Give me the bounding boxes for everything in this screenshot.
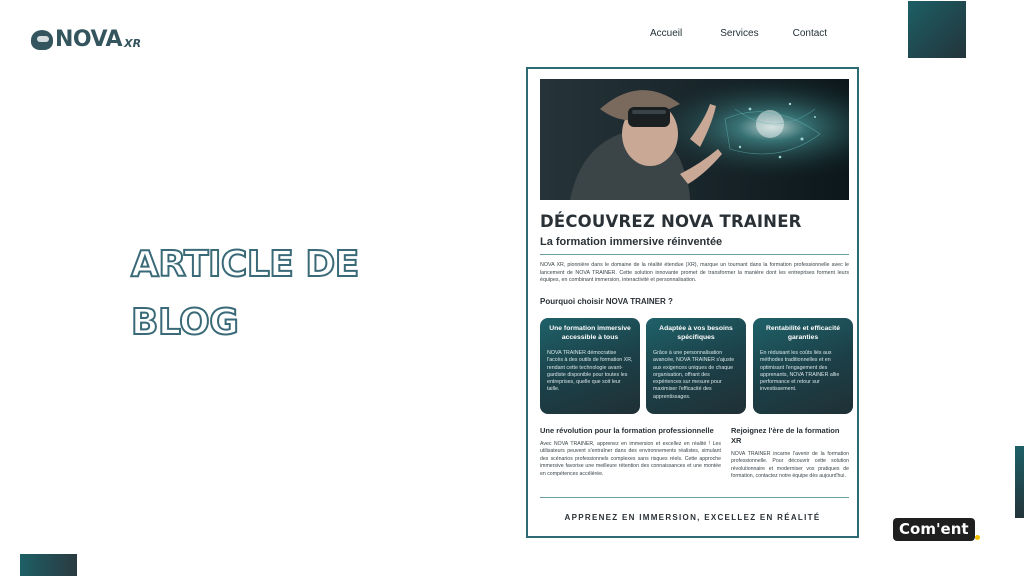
nav-item-accueil[interactable]: Accueil [650,28,683,39]
divider [540,254,849,255]
feature-card-accessible [540,318,640,414]
article-hero-photo [540,79,849,200]
logo-suffix: XR [124,37,142,50]
vr-headset-icon [31,30,53,50]
section-body: NOVA TRAINER incarne l'avenir de la formation professionnelle. Pour découvrir cette solution révolutionnaire et moderniser vos pratiques de formation, contactez notre équipe dès aujourd'hui. [731,451,849,480]
feature-card-body: Grâce à une personnalisation avancée, NOVA TRAINER s'ajuste aux exigences uniques de chaque organisation, offrant des expériences sur mesure pour maximiser l'efficacité des apprentissages. [653,350,735,400]
section-body: Avec NOVA TRAINER, apprenez en immersion et excellez en réalité ! Les utilisateurs peuvent s'entraîner dans des environnements réalistes, simulant des scénarios professionnels complexes sans risques réels. Cette approche immersive favorise une meilleure rétention des connaissances et une montée en compétences accélérée. [540,441,721,477]
badge-dot-icon [975,535,980,540]
nav-item-services[interactable]: Services [720,28,759,39]
section-title: Rejoignez l'ère de la formation XR [731,426,840,445]
badge-text: Com'ent [899,520,969,538]
feature-card-body: NOVA TRAINER démocratise l'accès à des outils de formation XR, rendant cette technologie avant-gardiste disponible pour toutes les entreprises, quelle que soit leur taille. [547,350,633,393]
feature-card-body: En réduisant les coûts liés aux méthodes traditionnelles et en optimisant l'engagement des apprenants, NOVA TRAINER allie performance et retour sur investissement. [760,350,840,393]
comfent-badge[interactable] [893,518,975,541]
decorative-bar-bottom-left [20,554,77,576]
decorative-square-top-right [908,1,966,58]
decorative-bar-right [1015,446,1024,518]
feature-card-title: Une formation immersive accessible à tous [549,325,631,341]
article-tagline: APPRENEZ EN IMMERSION, EXCELLEZ EN RÉALITÉ [564,513,821,522]
feature-card-profitability [753,318,853,414]
logo-wordmark: NOVA [55,27,123,52]
why-heading: Pourquoi choisir NOVA TRAINER ? [540,297,673,306]
article-intro: NOVA XR, pionnière dans le domaine de la réalité étendue (XR), marque un tournant dans la formation professionnelle avec le lancement de NOVA TRAINER. Cette solution innovante promet de transformer la manière dont les entreprises forment leurs équipes, en combinant immersion, interactivité et personnalisation. [540,262,849,283]
article-subtitle: La formation immersive réinventée [540,236,723,248]
hero-line-2: BLOG [131,302,239,343]
section-join [731,426,849,481]
section-revolution [540,426,721,478]
feature-card-title: Rentabilité et efficacité garanties [765,325,841,341]
hero-line-1: ARTICLE DE [131,244,359,285]
blog-article-card [526,67,859,538]
divider [540,497,849,498]
nova-xr-logo[interactable] [31,27,142,52]
section-title: Une révolution pour la formation professionnelle [540,426,714,435]
feature-card-title: Adaptée à vos besoins spécifiques [659,325,733,341]
main-nav [650,28,827,39]
vr-user-illustration [540,79,849,200]
feature-card-adapted [646,318,746,414]
nav-item-contact[interactable]: Contact [792,28,828,39]
hero-heading [131,236,431,352]
article-title: DÉCOUVREZ NOVA TRAINER [540,212,802,231]
